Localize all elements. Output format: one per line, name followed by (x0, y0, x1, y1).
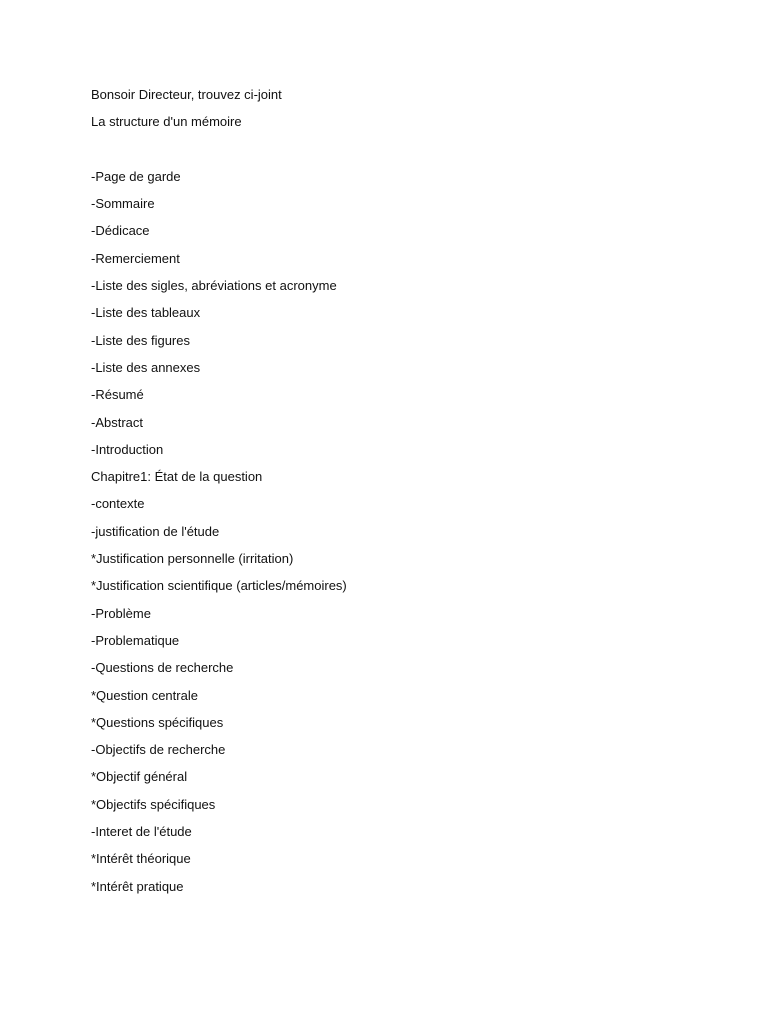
list-item: -Liste des sigles, abréviations et acronyme (91, 278, 337, 294)
list-item: -Problème (91, 605, 151, 621)
list-item: -Introduction (91, 441, 164, 457)
list-item: -Questions de recherche (91, 660, 234, 676)
document-subtitle: La structure d'un mémoire (91, 114, 242, 130)
list-item: -justification de l'étude (91, 523, 220, 539)
list-item: -Problematique (91, 632, 180, 648)
list-item: -Liste des tableaux (91, 305, 201, 321)
list-item: -Sommaire (91, 196, 155, 212)
list-item: -Liste des figures (91, 332, 190, 348)
list-item: -Page de garde (91, 168, 181, 184)
list-item: -Objectifs de recherche (91, 742, 226, 758)
list-item: *Justification scientifique (articles/mémoires) (91, 578, 347, 594)
list-item: Chapitre1: État de la question (91, 469, 263, 485)
list-item: -Abstract (91, 414, 144, 430)
greeting-line: Bonsoir Directeur, trouvez ci-joint (91, 87, 282, 102)
document-body (91, 85, 691, 904)
list-item: -Dédicace (91, 223, 150, 239)
list-item: -Remerciement (91, 250, 180, 266)
list-item: *Questions spécifiques (91, 714, 224, 730)
list-item: *Justification personnelle (irritation) (91, 551, 294, 567)
list-item: *Question centrale (91, 687, 198, 703)
list-item: -Liste des annexes (91, 359, 201, 375)
list-item: -Résumé (91, 387, 144, 403)
list-item: *Intérêt pratique (91, 878, 184, 894)
list-item: *Intérêt théorique (91, 851, 191, 867)
list-item: *Objectif général (91, 769, 188, 785)
list-item: *Objectifs spécifiques (91, 796, 216, 812)
list-item: -contexte (91, 496, 145, 512)
blank-line (91, 140, 691, 167)
list-item: -Interet de l'étude (91, 824, 192, 840)
structure-list (91, 167, 691, 904)
